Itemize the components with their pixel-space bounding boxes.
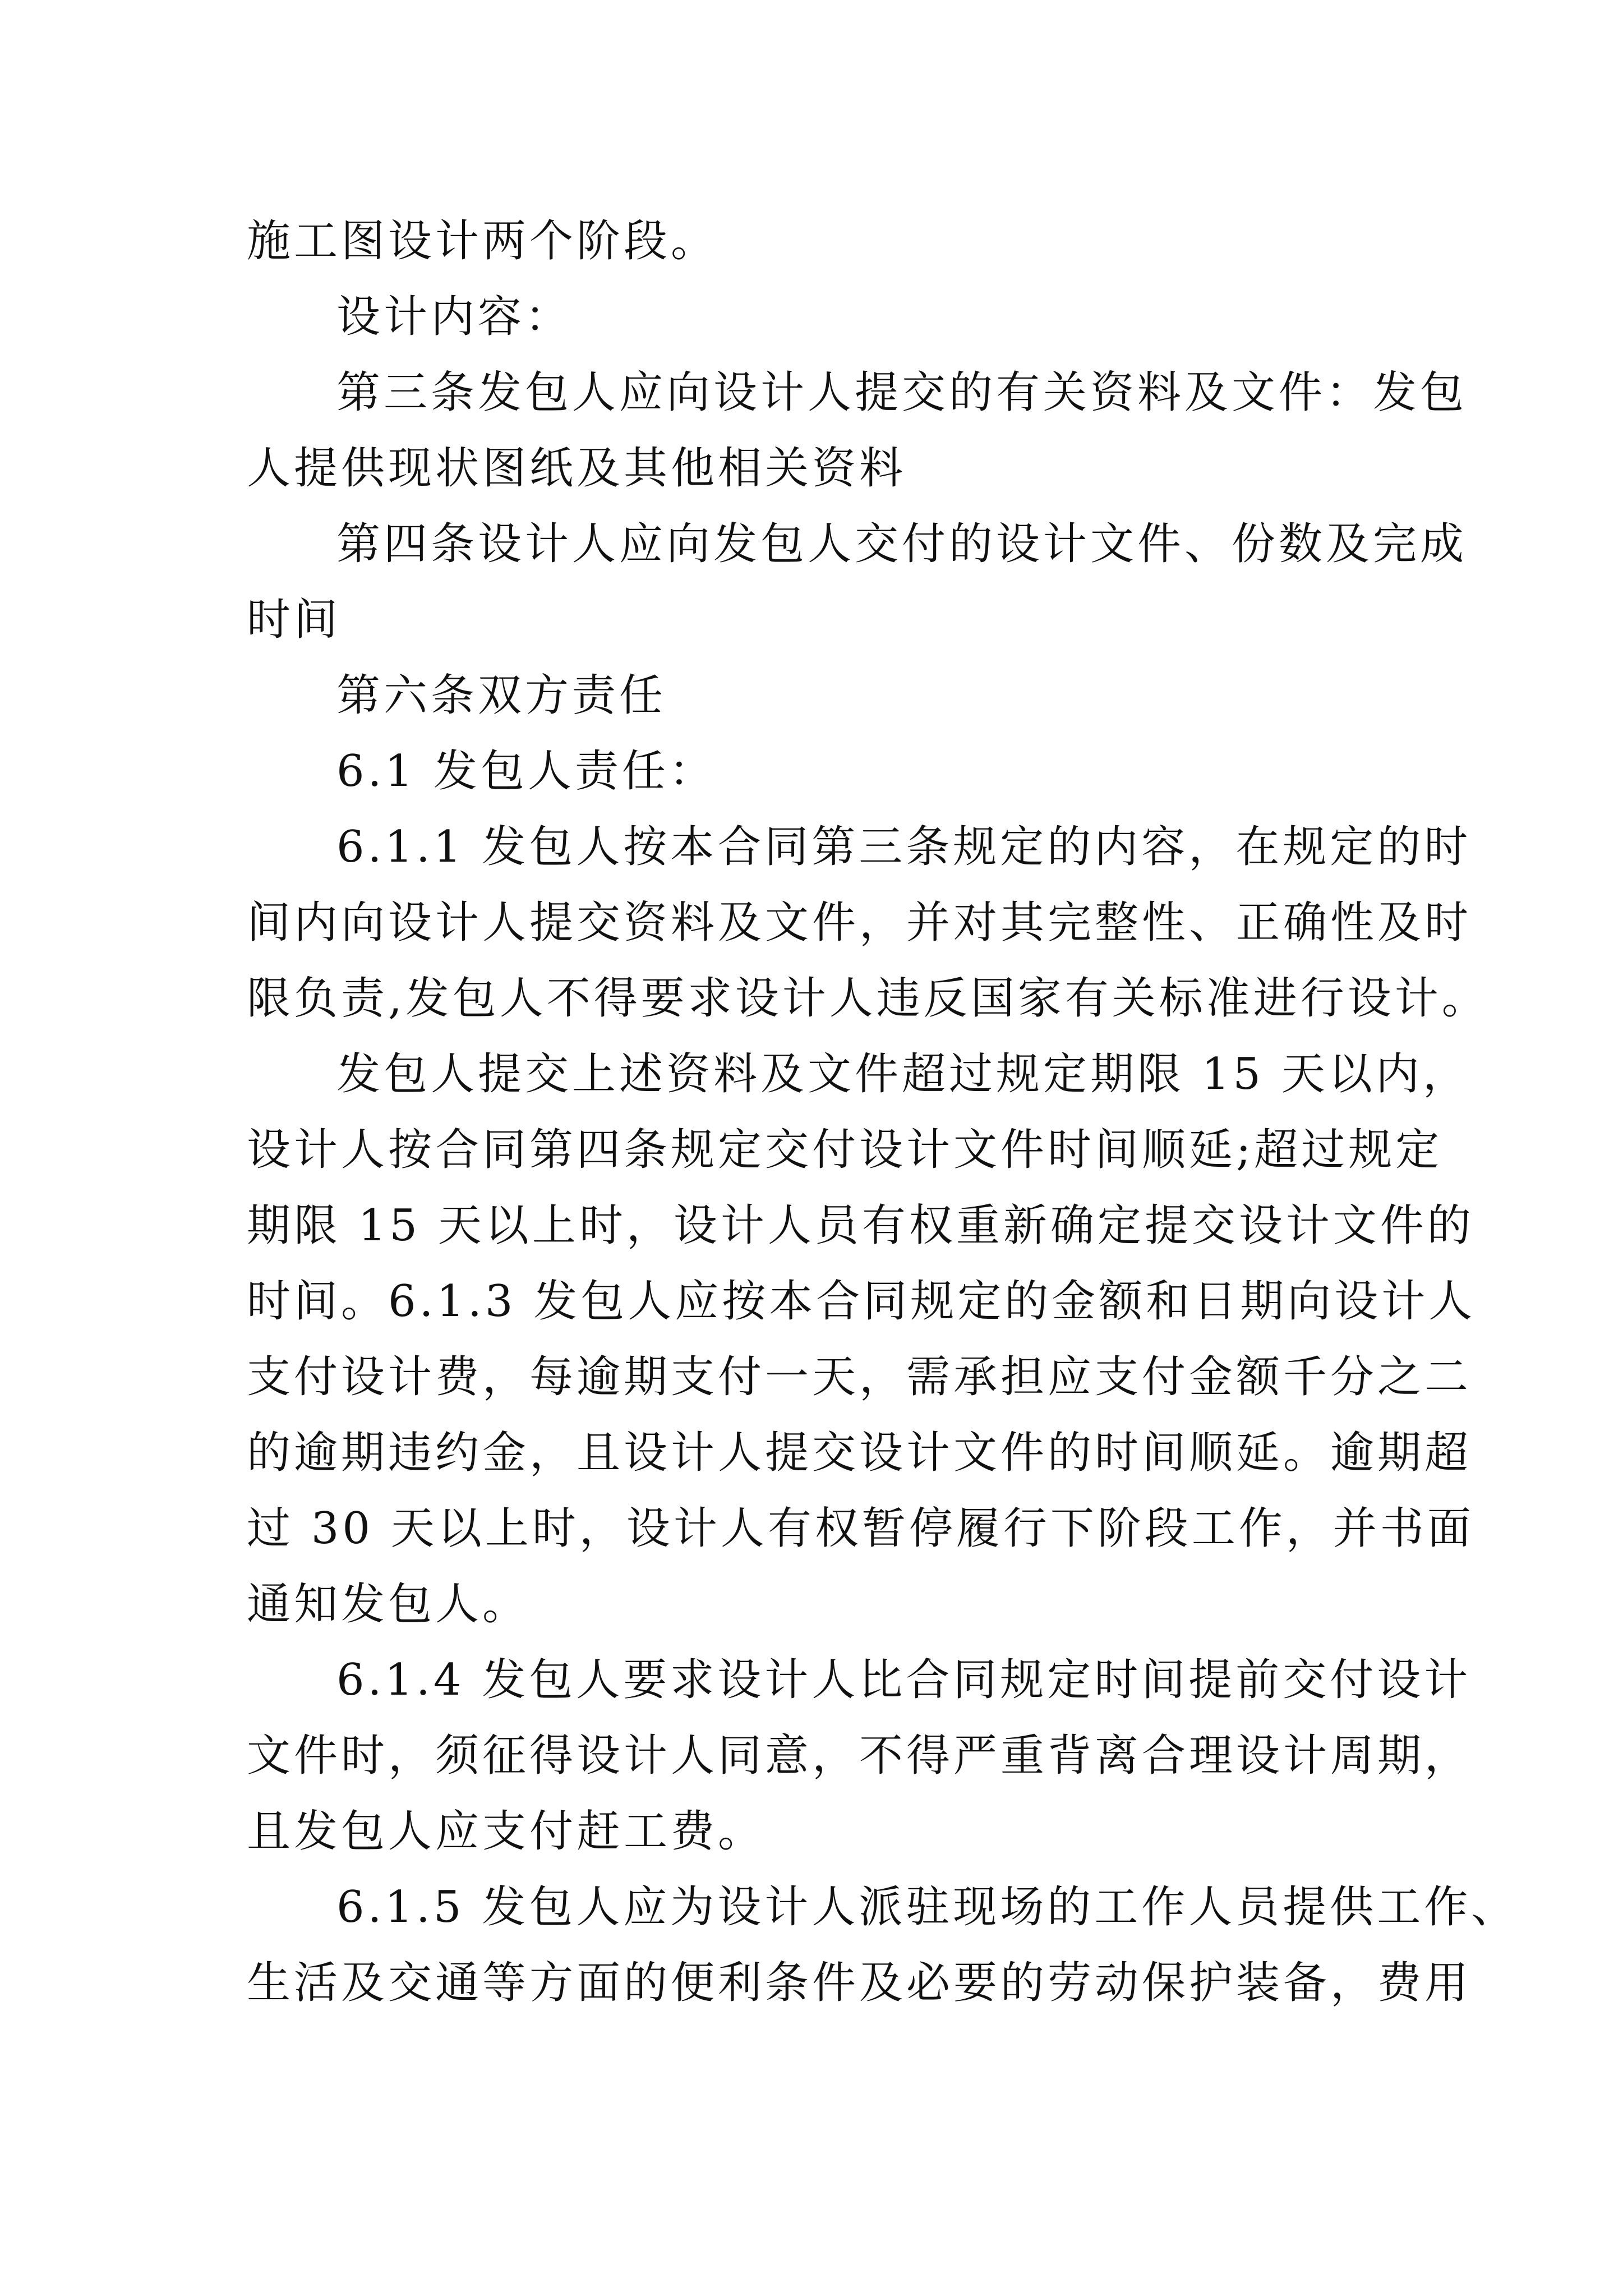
text-line: 限负责,发包人不得要求设计人违反国家有关标准进行设计。 xyxy=(247,973,1489,1024)
text-line: 通知发包人。 xyxy=(247,1579,530,1630)
text-line: 设计人按合同第四条规定交付设计文件时间顺延;超过规定 xyxy=(247,1125,1443,1175)
text-line: 6.1.5 发包人应为设计人派驻现场的工作人员提供工作、 xyxy=(336,1882,1519,1932)
text-line: 的逾期违约金，且设计人提交设计文件的时间顺延。逾期超 xyxy=(247,1428,1472,1478)
text-line: 第三条发包人应向设计人提交的有关资料及文件：发包 xyxy=(336,367,1468,418)
text-line: 生活及交通等方面的便利条件及必要的劳动保护装备，费用 xyxy=(247,1958,1472,2008)
text-line: 6.1 发包人责任： xyxy=(336,746,716,797)
text-line: 第四条设计人应向发包人交付的设计文件、份数及完成 xyxy=(336,519,1468,569)
text-line: 发包人提交上述资料及文件超过规定期限 15 天以内， xyxy=(336,1049,1470,1099)
text-line: 时间 xyxy=(247,595,342,645)
text-line: 6.1.1 发包人按本合同第三条规定的内容，在规定的时 xyxy=(336,822,1472,872)
text-line: 间内向设计人提交资料及文件，并对其完整性、正确性及时 xyxy=(247,898,1472,948)
text-line: 期限 15 天以上时，设计人员有权重新确定提交设计文件的 xyxy=(247,1200,1474,1251)
text-line: 支付设计费，每逾期支付一天，需承担应支付金额千分之二 xyxy=(247,1352,1472,1402)
text-line: 设计内容： xyxy=(336,292,573,342)
text-line: 6.1.4 发包人要求设计人比合同规定时间提前交付设计 xyxy=(336,1655,1472,1705)
text-line: 文件时，须征得设计人同意，不得严重背离合理设计周期， xyxy=(247,1731,1472,1781)
text-line: 人提供现状图纸及其他相关资料 xyxy=(247,443,907,494)
text-line: 施工图设计两个阶段。 xyxy=(247,216,718,266)
text-line: 时间。6.1.3 发包人应按本合同规定的金额和日期向设计人 xyxy=(247,1276,1476,1327)
text-line: 且发包人应支付赶工费。 xyxy=(247,1806,766,1857)
text-line: 过 30 天以上时，设计人有权暂停履行下阶段工作，并书面 xyxy=(247,1503,1474,1554)
text-line: 第六条双方责任 xyxy=(336,670,667,721)
